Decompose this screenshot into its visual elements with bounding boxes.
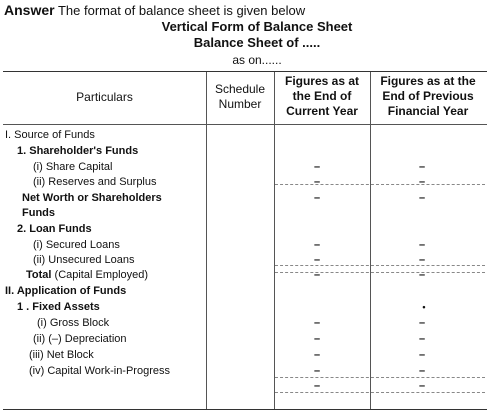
table-row <box>3 159 487 175</box>
previous-value: • <box>422 302 426 312</box>
current-value: – <box>313 365 321 377</box>
row-label: (iv) Capital Work-in-Progress <box>29 365 170 377</box>
table-row <box>3 363 487 379</box>
table-row <box>3 252 487 268</box>
table-row <box>3 299 487 315</box>
row-label: I. Source of Funds <box>5 129 95 141</box>
total-label-detail: (Capital Employed) <box>51 269 149 281</box>
row-label: (i) Secured Loans <box>33 239 120 251</box>
row-label <box>26 267 148 283</box>
particulars-header: Particulars <box>76 90 133 104</box>
row-label: (ii) Unsecured Loans <box>33 254 135 266</box>
table-row <box>3 221 487 237</box>
balance-sheet-table <box>3 71 487 410</box>
row-label: 1. Shareholder's Funds <box>17 145 139 157</box>
header-divider <box>3 124 487 125</box>
current-value: – <box>313 254 321 266</box>
table-row <box>3 267 487 283</box>
table-row <box>3 190 487 206</box>
table-row <box>3 127 487 143</box>
table-row <box>3 143 487 159</box>
current-value: – <box>313 317 321 329</box>
previous-value: – <box>418 254 426 266</box>
previous-value: – <box>418 365 426 377</box>
current-value: – <box>313 176 321 188</box>
table-row <box>3 205 487 221</box>
table-row <box>3 378 487 394</box>
row-label: (i) Share Capital <box>33 161 113 173</box>
row-label: (ii) (–) Depreciation <box>33 333 127 345</box>
table-row <box>3 283 487 299</box>
previous-value: – <box>418 192 426 204</box>
row-label: (i) Gross Block <box>37 317 110 329</box>
table-row <box>3 347 487 363</box>
current-value: – <box>313 380 321 392</box>
current-value: – <box>313 333 321 345</box>
previous-value: – <box>418 380 426 392</box>
previous-value: – <box>418 176 426 188</box>
current-value: – <box>313 349 321 361</box>
intro-text: The format of balance sheet is given below <box>57 3 306 18</box>
table-row <box>3 331 487 347</box>
table-row <box>3 174 487 190</box>
current-year-header: Figures as at the End of Current Year <box>284 74 360 118</box>
previous-value: – <box>418 239 426 251</box>
table-row <box>3 315 487 331</box>
previous-value: – <box>418 333 426 345</box>
form-title: Vertical Form of Balance Sheet <box>161 19 353 34</box>
answer-label: Answer <box>4 2 55 18</box>
previous-value: – <box>418 161 426 173</box>
total-label: Total <box>26 269 52 281</box>
row-label: (ii) Reserves and Surplus <box>33 176 157 188</box>
current-value: – <box>313 269 321 281</box>
current-value: – <box>313 192 321 204</box>
sheet-date-line: as on...... <box>232 53 282 67</box>
row-label: (iii) Net Block <box>29 349 94 361</box>
schedule-header: Schedule Number <box>214 82 266 111</box>
sheet-title: Balance Sheet of ..... <box>193 35 321 50</box>
row-label: II. Application of Funds <box>5 285 127 297</box>
intro-line <box>4 2 305 19</box>
current-value: – <box>313 161 321 173</box>
table-row <box>3 237 487 253</box>
previous-value: – <box>418 349 426 361</box>
previous-value: – <box>418 269 426 281</box>
row-label: Net Worth or Shareholders <box>22 192 162 204</box>
previous-value: – <box>418 317 426 329</box>
row-label: 2. Loan Funds <box>17 223 92 235</box>
current-value: – <box>313 239 321 251</box>
row-label: 1 . Fixed Assets <box>17 301 100 313</box>
row-label: Funds <box>22 207 55 219</box>
previous-year-header: Figures as at the End of Previous Financial Year <box>380 74 476 118</box>
